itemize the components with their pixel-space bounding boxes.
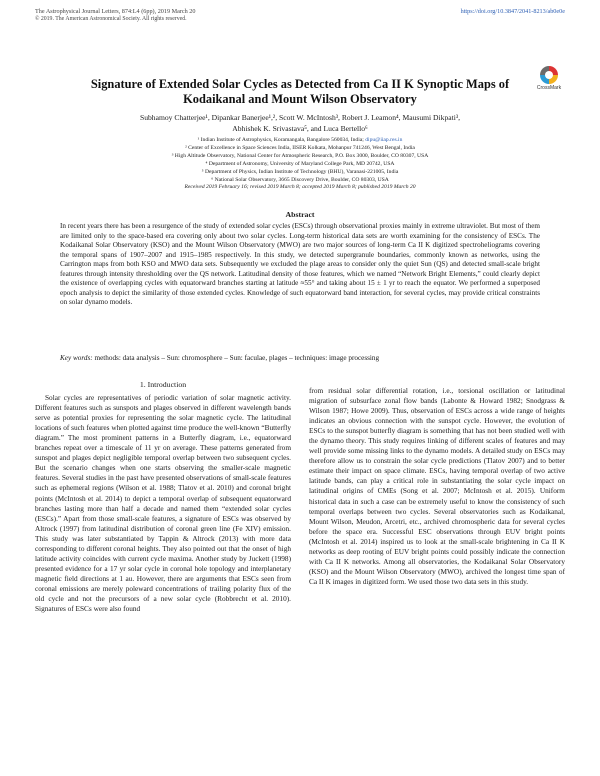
intro-paragraph-right: from residual solar differential rotation, i.e., torsional oscillation or latitudinal migration of subsurface zonal flow bands (Labonte & Howard 1982; Snodgrass & Wilson 1987; Howe 2009). Thus, observation of ESCs across a wide range of heights indicates an obvious connection with the sunspot cycle. However, the evolution of ESCs to the sunspot butterfly diagram is something that has not been studied well with the dynamo theory. This study requires linking of different scales of features and may well provide some missing links to the dynamo models. A detailed study on ESCs may therefore allow us to constrain the solar cycle predictions (Tlatov 2007) and to better estimate their impact on space climate. ESCs, having temporal overlap of two active latitude bands, can play a critical role in substantiating the solar cycle impact on latitudinal origins of CMEs (Song et al. 2007; McIntosh et al. 2015). Uniform historical data in such a case can be extremely useful to know the consistency of such temporal overlaps between two cycles. Several observatories such as Kodaikanal, Mount Wilson, Meudon, Arcetri, etc., archived chromospheric data for several cycles before the space era. Successful ESC observations through EUV bright points (McIntosh et al. 2014) inspired us to look at the small-scale brightening in Ca II K networks as deep rooting of EUV bright points could possibly indicate the connection with Ca II K networks. Among all observatories, the Kodaikanal Solar Observatory (KSO) and the Mount Wilson Observatory (MWO), archived the longest time span of Ca II K images in digitized form. We used those two data sets in this study. [309, 386, 565, 586]
copyright-line: © 2019. The American Astronomical Society. All rights reserved. [35, 16, 187, 22]
keywords [60, 354, 540, 364]
crossmark-icon [540, 66, 558, 84]
publication-dates: Received 2019 February 16; revised 2019 March 8; accepted 2019 March 8; published 2019 March 20 [184, 184, 416, 191]
affiliation-list [60, 137, 540, 192]
journal-header: The Astrophysical Journal Letters, 874:L4 (6pp), 2019 March 20 [35, 8, 196, 15]
abstract-heading: Abstract [285, 210, 315, 219]
doi-link[interactable]: https://doi.org/10.3847/2041-8213/ab0e0e [460, 8, 565, 15]
author-line-2: Abhishek K. Srivastava⁵, and Luca Bertello⁶ [232, 124, 368, 133]
column-right [309, 386, 565, 587]
email-link[interactable]: dipu@iiap.res.in [365, 137, 403, 143]
keywords-text: methods: data analysis – Sun: chromosphere – Sun: faculae, plages – techniques: image processing [94, 354, 380, 362]
author-line-1: Subhamoy Chatterjee¹, Dipankar Banerjee¹,², Scott W. McIntosh³, Robert J. Leamon⁴, Mausumi Dikpati³, [139, 113, 461, 122]
keywords-label: Key words: [60, 354, 93, 362]
paper-title: Signature of Extended Solar Cycles as Detected from Ca II K Synoptic Maps of Kodaikanal and Mount Wilson Observatory [90, 77, 510, 106]
affiliation-6: ⁶ National Solar Observatory, 3665 Discovery Drive, Boulder, CO 80303, USA [211, 176, 389, 183]
abstract-text: In recent years there has been a resurgence of the study of extended solar cycles (ESCs) through observational proxies mainly in extreme ultraviolet. But most of them are limited only to the space-based era covering only about two solar cycles. Long-term historical data sets are worth examining for the consistency of ESCs. The Kodaikanal Solar Observatory (KSO) and the Mount Wilson Observatory (MWO) are two major sources of long-term Ca II K digitized spectroheliograms covering the temporal spans of 1907–2007 and 1915–1985 respectively. In this study, we detected supergranule boundaries, commonly known as networks, using the Carrington maps from both KSO and MWO data sets. Subsequently we excluded the plage areas to consider only the quiet Sun (QS) and detected small-scale bright features through intensity thresholding over the QS network. Latitudinal density of those features, which we named “Network Bright Elements,” could clearly depict the existence of overlapping cycles with equatorward branches starting at latitude ≈55° and taking about 15 ± 1 yr to reach the equator. We performed a superposed epoch analysis to depict the similarity of those extended cycles. Knowledge of such equatorward band interaction, for several cycles, may provide critical constraints on solar dynamo models. [60, 222, 540, 306]
affiliation-5: ⁵ Department of Physics, Indian Institute of Technology (BHU), Varanasi-221005, India [201, 168, 399, 175]
affiliation-2: ² Center of Excellence in Space Sciences India, IISER Kolkata, Mohanpur 741246, West Bengal, India [185, 144, 415, 151]
affiliation-1: ¹ Indian Institute of Astrophysics, Koramangala, Bangalore 560034, India; dipu@iiap.res.in [197, 137, 403, 143]
section-heading: 1. Introduction [139, 380, 187, 389]
intro-paragraph-left: Solar cycles are representatives of periodic variation of solar magnetic activity. Different features such as sunspots and plages observed in different wavelength bands serve as potential proxies for representing the solar magnetic cycle. The latitudinal locations of such features when plotted against time produce the well-known “Butterfly diagram.” The most prominent patterns in a Butterfly diagram, i.e., equatorward branches repeat over a timescale of 11 yr on average. These patterns generated from sunspot and plages depict negligible temporal overlap between two subsequent cycles. But the scenario changes when one starts observing the smaller-scale magnetic features. Several studies in the past have presented observations of small-scale features such as ephemeral regions (Wilson et al. 1988; Tlatov et al. 2010) and coronal bright points (McIntosh et al. 2014) to depict a temporal overlap of subsequent equatorward branches lasting more than half a decade and named them “extended solar cycles (ESCs).” Apart from those small-scale features, a signature of ESCs was observed by Altrock (1997) from latitudinal distribution of coronal green line (Fe XIV) emission. This study was later substantiated by Tappin & Altrock (2013) with more data corresponding to different coronal heights. They also pointed out that the onset of high latitude activity coincides with current cycle maxima. Another study by Juckett (1998) presented evidence for a 17 yr solar cycle in coronal hole topology and interplanetary magnetic field directions at 1 au. However, there are arguments that ESCs seen from coronal emissions are merely poleward concentrations of trailing polarity flux of the old cycle and not the precursors of a new solar cycle (Robbrecht et al. 2010). Signatures of ESCs were also found [35, 393, 291, 614]
author-list [40, 112, 560, 134]
column-left [35, 380, 291, 614]
affiliation-3: ³ High Altitude Observatory, National Center for Atmospheric Research, P.O. Box 3000, Boulder, CO 80307, USA [171, 152, 429, 159]
affiliation-4: ⁴ Department of Astronomy, University of Maryland College Park, MD 20742, USA [205, 160, 395, 167]
crossmark-label: CrossMark [536, 85, 562, 91]
